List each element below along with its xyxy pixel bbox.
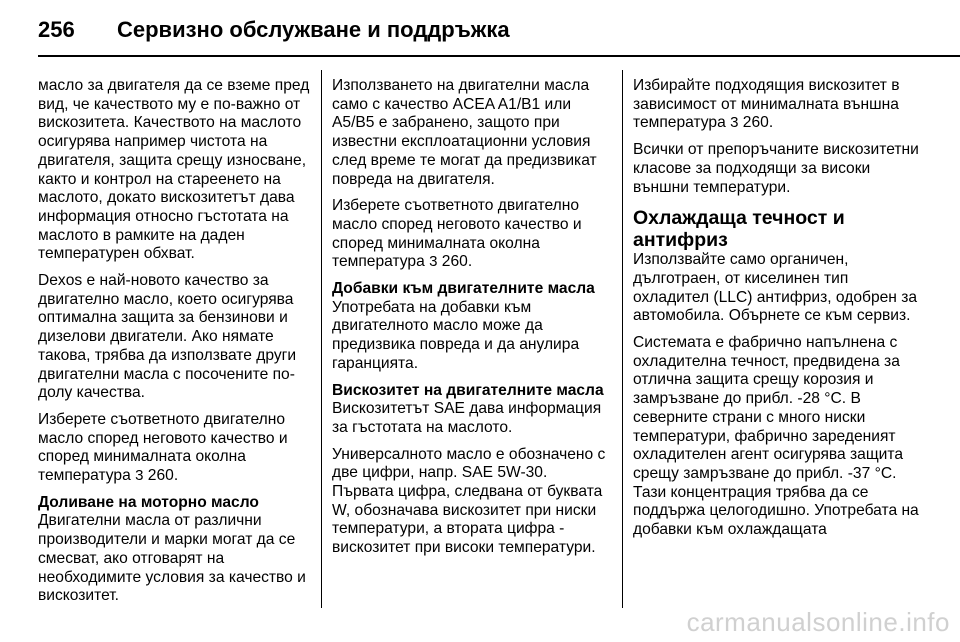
page-reference[interactable] xyxy=(135,467,178,484)
paragraph-text: Изберете съответното двигателно масло според неговото качество и според минималната околна температура xyxy=(332,197,582,271)
paragraph: Системата е фабрично напълнена с охладителна течност, предвидена за отлична защита срещу корозия и замръзване до прибл. -28 °C. В северните страни с много ниски температури, фабрично зареденият охладителен агент осигурява защита срещу замръзване до прибл. -37 °C. Тази концентрация трябва да се поддържа целогодишно. Употребата на добавки към охлаждащата xyxy=(633,334,919,539)
paragraph: Вискозитетът SAE дава информация за гъстотата на маслото. xyxy=(332,400,602,436)
paragraph: Dexos е най-новото качество за двигателно масло, което осигурява оптимална защита за бензинови и дизелови двигатели. Ако нямате такова, трябва да използвате други двигателни масла с посочените по-долу качества. xyxy=(38,272,297,402)
section-title: Охлаждаща течност и антифриз xyxy=(633,207,845,252)
paragraph-text: Изберете съответното двигателно масло според неговото качество и според минималната околна температура xyxy=(38,410,288,485)
paragraph: Използването на двигателни масла само с качество ACEA A1/B1 или A5/B5 е забранено, защото при известни експлоатационни условия след време те могат да предизвикат повреда на двигателя. xyxy=(332,77,597,188)
paragraph: Употребата на добавки към двигателното масло може да предизвика повреда и да анулира гаранцията. xyxy=(332,298,580,372)
page-title: Сервизно обслужване и поддръжка xyxy=(117,17,510,42)
paragraph xyxy=(633,77,923,133)
column-2 xyxy=(332,77,610,566)
column-divider xyxy=(321,70,322,608)
column-1 xyxy=(38,77,310,614)
paragraph xyxy=(38,411,310,486)
column-divider xyxy=(622,70,623,608)
page-reference-number: 260. xyxy=(441,253,473,271)
header-rule xyxy=(38,55,960,57)
watermark: carmanualsonline.info xyxy=(686,607,950,637)
paragraph: масло за двигателя да се вземе пред вид, че качеството му е по-важно от вискозитета. Качеството на маслото осигурява например чистота на двигателя, защита срещу износване, както и контрол на стареенето на маслото, докато вискозитетът дава информация относно гъстотата на маслото в рамките на даден температурен обхват. xyxy=(38,77,310,263)
page-header xyxy=(0,0,960,56)
page-reference-number: 260. xyxy=(742,114,774,132)
arrow-icon: 3 xyxy=(429,253,438,271)
page-reference-number: 260. xyxy=(147,467,179,485)
column-3 xyxy=(633,77,923,548)
paragraph: Всички от препоръчаните вискозитетни класове за подходящи за високи външни температури. xyxy=(633,141,919,196)
page-number: 256 xyxy=(38,17,75,42)
subheading: Доливане на моторно масло xyxy=(38,493,259,511)
page-reference[interactable] xyxy=(730,114,773,131)
subheading: Добавки към двигателните масла xyxy=(332,280,595,298)
arrow-icon: 3 xyxy=(135,467,144,485)
subheading: Вискозитет на двигателните масла xyxy=(332,381,604,399)
arrow-icon: 3 xyxy=(730,114,739,132)
paragraph: Универсалното масло е обозначено с две цифри, напр. SAE 5W-30. Първата цифра, следвана от буквата W, обозначава вискозитет при ниски температури, а втората цифра - вискозитет при високи температури. xyxy=(332,445,606,557)
paragraph-text: Избирайте подходящия вискозитет в зависимост от минималната външна температура xyxy=(633,77,900,132)
paragraph xyxy=(332,197,610,272)
paragraph: Двигателни масла от различни производители и марки могат да се смесват, ако отговарят на необходимите условия за качество и вискозитет. xyxy=(38,512,306,605)
page-reference[interactable] xyxy=(429,253,472,270)
paragraph: Използвайте само органичен, дълготраен, от киселинен тип охладител (LLC) антифриз, одобрен за автомобила. Обърнете се към сервиз. xyxy=(633,251,918,325)
